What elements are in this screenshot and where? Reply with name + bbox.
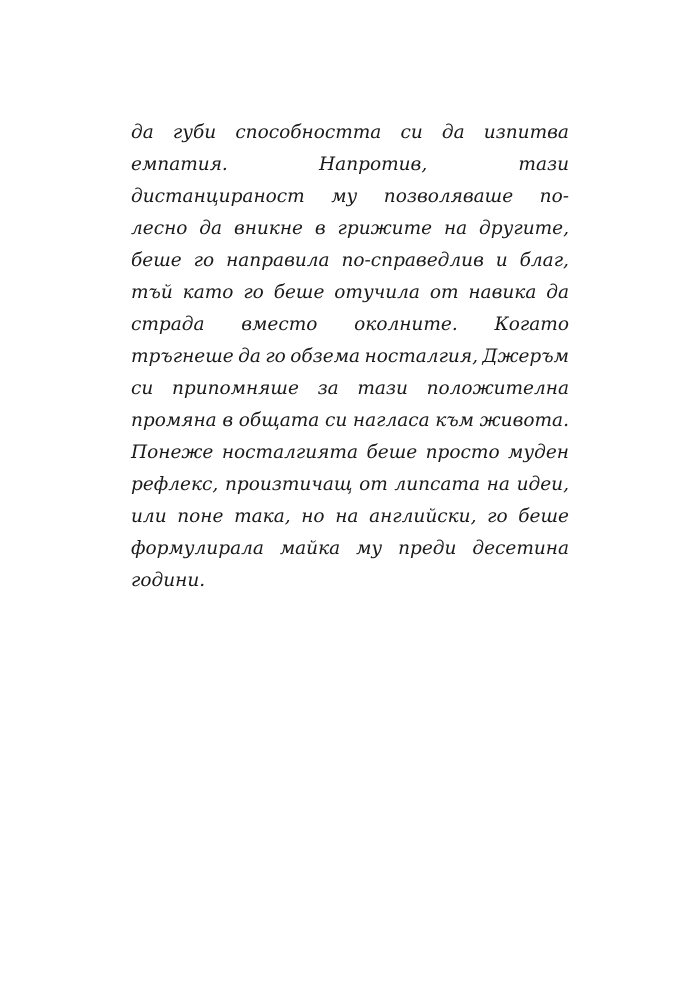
word: муден [508, 442, 569, 463]
word: от [359, 474, 388, 495]
word: околните. [354, 314, 458, 335]
word: по-справедлив [341, 250, 484, 271]
body-paragraph [131, 117, 569, 597]
word: преди [398, 538, 457, 559]
word: носталгия, [364, 346, 478, 367]
word: си [131, 378, 154, 399]
text-line [131, 533, 569, 565]
word: беше [131, 250, 182, 271]
word: отучила [334, 282, 420, 303]
word: на [486, 474, 510, 495]
text-line [131, 309, 569, 341]
word: нагласа [352, 410, 430, 431]
word: беше [273, 282, 325, 303]
word: живота. [479, 410, 569, 431]
word: да [441, 122, 465, 143]
word: да [131, 122, 154, 143]
word: положителна [426, 378, 569, 399]
word: носталгията [221, 442, 358, 463]
word: към [435, 410, 475, 431]
word: по- [539, 186, 569, 207]
word: тази [357, 378, 408, 399]
word: години. [131, 570, 206, 591]
word: рефлекс, [131, 474, 219, 495]
word: си [324, 410, 348, 431]
text-line [131, 117, 569, 149]
word: обзема [290, 346, 361, 367]
word: изпитва [483, 122, 569, 143]
word: липсата [394, 474, 480, 495]
text-line [131, 565, 569, 597]
word: и [495, 250, 508, 271]
word: на [335, 506, 359, 527]
word: идеи, [516, 474, 569, 495]
word: да [238, 346, 261, 367]
word: в [222, 410, 234, 431]
word: позволяваше [383, 186, 514, 207]
word: Понеже [131, 442, 214, 463]
word: беше [518, 506, 569, 527]
word: го [487, 506, 508, 527]
word: му [356, 538, 383, 559]
word: да [546, 282, 569, 303]
word: вместо [241, 314, 318, 335]
word: поне [177, 506, 224, 527]
word: дистанцираност [131, 186, 305, 207]
word: но [301, 506, 325, 527]
word: в [314, 218, 326, 239]
word: като [182, 282, 234, 303]
word: Джеръм [482, 346, 569, 367]
word: формулирала [131, 538, 264, 559]
word: или [131, 506, 167, 527]
word: така, [234, 506, 291, 527]
word: другите, [479, 218, 569, 239]
word: вникне [233, 218, 303, 239]
text-line [131, 501, 569, 533]
word: лесно [131, 218, 188, 239]
word: от [429, 282, 459, 303]
word: промяна [131, 410, 217, 431]
word: тази [518, 154, 569, 175]
text-line [131, 341, 569, 373]
word: тъй [131, 282, 173, 303]
text-line [131, 181, 569, 213]
word: Напротив, [319, 154, 428, 175]
word: губи [172, 122, 217, 143]
word: си [400, 122, 423, 143]
text-line [131, 149, 569, 181]
word: да [199, 218, 223, 239]
word: произтичащ [224, 474, 353, 495]
word: страда [131, 314, 205, 335]
word: английски, [369, 506, 477, 527]
word: го [265, 346, 286, 367]
word: Когато [494, 314, 569, 335]
text-line [131, 405, 569, 437]
word: грижите [337, 218, 433, 239]
word: майка [279, 538, 341, 559]
word: за [317, 378, 339, 399]
text-line [131, 277, 569, 309]
text-line [131, 469, 569, 501]
text-line [131, 213, 569, 245]
text-line [131, 437, 569, 469]
word: навика [468, 282, 537, 303]
word: припомняше [171, 378, 299, 399]
word: беше [366, 442, 418, 463]
word: общата [238, 410, 320, 431]
word: тръгнеше [131, 346, 234, 367]
word: го [243, 282, 264, 303]
word: просто [425, 442, 500, 463]
word: на [443, 218, 468, 239]
word: направила [226, 250, 330, 271]
word: му [331, 186, 358, 207]
text-line [131, 245, 569, 277]
text-line [131, 373, 569, 405]
word: десетина [472, 538, 569, 559]
word: го [193, 250, 215, 271]
word: способността [235, 122, 382, 143]
word: емпатия. [131, 154, 228, 175]
word: благ, [519, 250, 569, 271]
